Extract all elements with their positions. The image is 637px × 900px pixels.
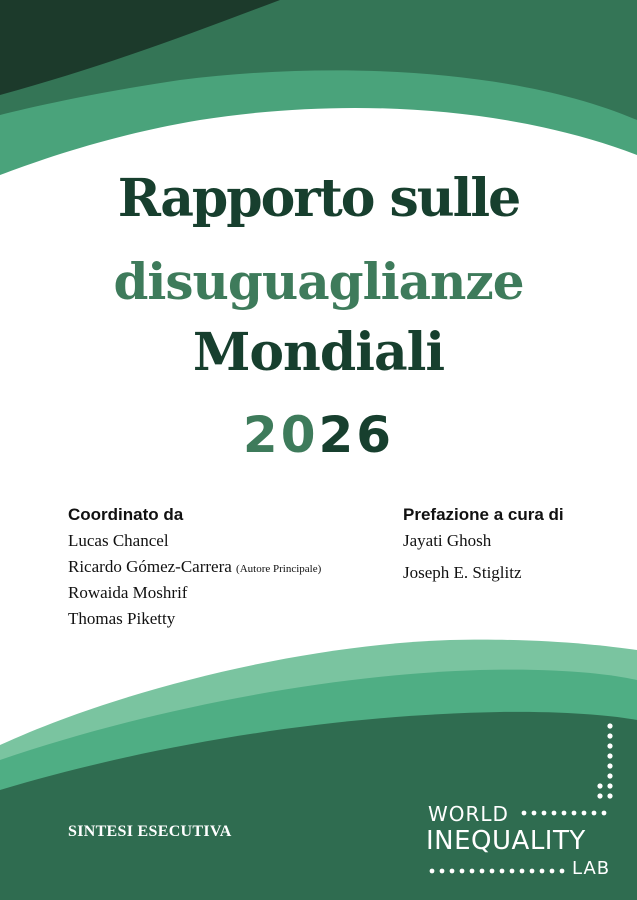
coordinator-role: (Autore Principale)	[236, 563, 322, 575]
logo-inequality: INEQUALITY	[426, 826, 586, 856]
preface-name: Jayati Ghosh	[403, 531, 492, 550]
coordinators-heading: Coordinato da	[68, 505, 184, 524]
preface-heading: Prefazione a cura di	[403, 505, 564, 524]
title-year	[0, 406, 637, 464]
coordinator-name: Rowaida Moshrif	[68, 583, 188, 602]
coordinator-name: Thomas Piketty	[68, 609, 176, 628]
year-part-2: 26	[318, 406, 395, 464]
title-line-3: Mondiali	[192, 322, 445, 383]
logo-world: WORLD	[428, 802, 509, 826]
title-line-1: Rapporto sulle	[117, 168, 520, 229]
world-inequality-lab-logo	[420, 718, 620, 883]
preface-name: Joseph E. Stiglitz	[403, 563, 522, 582]
logo-lab: LAB	[572, 858, 611, 879]
year-part-1: 20	[242, 406, 319, 464]
coordinator-name: Lucas Chancel	[68, 531, 169, 550]
title-line-2: disuguaglianze	[113, 252, 524, 311]
executive-summary-label: SINTESI ESECUTIVA	[68, 823, 232, 840]
coordinator-name: Ricardo Gómez-Carrera (Autore Principale)	[68, 557, 322, 576]
